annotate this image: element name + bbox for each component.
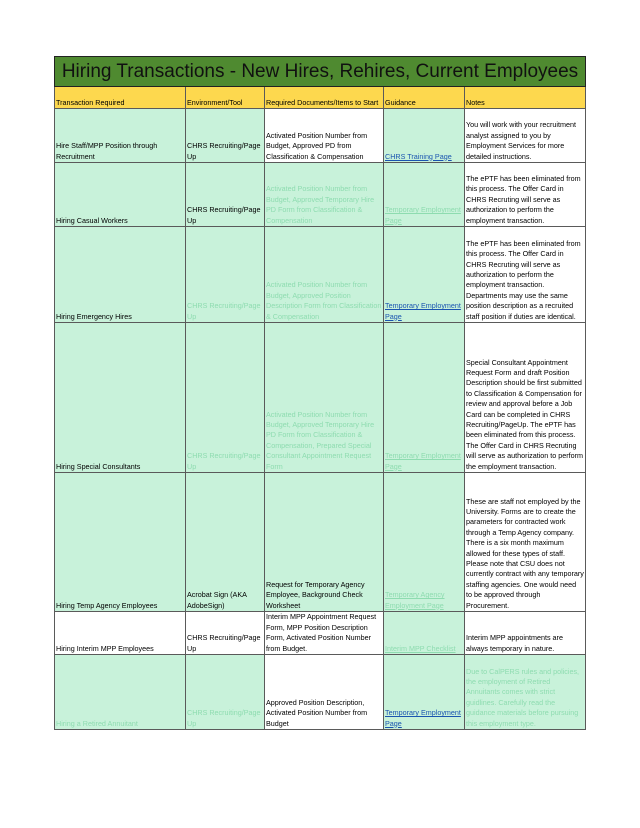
notes-cell: You will work with your recruitment analyst assigned to you by Employment Services for more detailed instructions.	[465, 109, 586, 163]
transaction-cell: Hiring Interim MPP Employees	[55, 612, 186, 655]
environment-cell: CHRS Recruiting/Page Up	[186, 323, 265, 473]
environment-cell: CHRS Recruiting/Page Up	[186, 109, 265, 163]
notes-cell: Due to CalPERS rules and policies, the employment of Retired Annuitants comes with strict guidlines. Carefully read the guidance materials before pursuing this employment type.	[465, 655, 586, 730]
transaction-cell: Hire Staff/MPP Position through Recruitment	[55, 109, 186, 163]
notes-cell: These are staff not employed by the University. Forms are to create the parameters for contracted work through a Temp Agency company. There is a six month maximum allowed for these types of staff. Please note that CSU does not currently contract with any temporary staffing agencies. One would need to be approved through Procurement.	[465, 473, 586, 612]
documents-cell: Activated Position Number from Budget, Approved PD from Classification & Compensation	[265, 109, 384, 163]
table-row	[55, 109, 586, 163]
table-row	[55, 655, 586, 730]
header-notes: Notes	[465, 87, 586, 109]
guidance-cell	[384, 655, 465, 730]
transaction-cell: Hiring Special Consultants	[55, 323, 186, 473]
guidance-link[interactable]: CHRS Training Page	[385, 151, 452, 161]
guidance-link[interactable]: Temporary Employment Page	[385, 451, 461, 471]
header-environment: Environment/Tool	[186, 87, 265, 109]
notes-cell: Interim MPP appointments are always temporary in nature.	[465, 612, 586, 655]
environment-cell: CHRS Recruiting/Page Up	[186, 612, 265, 655]
table-row	[55, 612, 586, 655]
guidance-link[interactable]: Temporary Employment Page	[385, 205, 461, 225]
sheet-title: Hiring Transactions - New Hires, Rehires, Current Employees	[55, 57, 586, 87]
notes-cell: The ePTF has been eliminated from this process. The Offer Card in CHRS Recruting will serve as authorization to perform the employment transaction.	[465, 163, 586, 227]
environment-cell: CHRS Recruiting/Page Up	[186, 227, 265, 323]
documents-cell: Interim MPP Appointment Request Form, MPP Position Description Form, Activated Position Number from Budget.	[265, 612, 384, 655]
guidance-link[interactable]: Temporary Employment Page	[385, 301, 461, 321]
transaction-cell: Hiring a Retired Annuitant	[55, 655, 186, 730]
header-row	[55, 87, 586, 109]
guidance-cell	[384, 473, 465, 612]
guidance-cell	[384, 323, 465, 473]
transaction-cell: Hiring Emergency Hires	[55, 227, 186, 323]
documents-cell: Activated Position Number from Budget, Approved Position Description Form from Classification & Compensation	[265, 227, 384, 323]
transaction-cell: Hiring Casual Workers	[55, 163, 186, 227]
table-row	[55, 227, 586, 323]
guidance-cell	[384, 612, 465, 655]
guidance-link[interactable]: Interim MPP Checklist	[385, 643, 456, 653]
header-guidance: Guidance	[384, 87, 465, 109]
guidance-link[interactable]: Temporary Agency Employment Page	[385, 590, 445, 610]
guidance-cell	[384, 109, 465, 163]
table-row	[55, 163, 586, 227]
guidance-link[interactable]: Temporary Employment Page	[385, 708, 461, 728]
environment-cell: Acrobat Sign (AKA AdobeSign)	[186, 473, 265, 612]
documents-cell: Approved Position Description, Activated Position Number from Budget	[265, 655, 384, 730]
guidance-cell	[384, 163, 465, 227]
header-documents: Required Documents/Items to Start	[265, 87, 384, 109]
notes-cell: The ePTF has been eliminated from this process. The Offer Card in CHRS Recruting will serve as authorization to perform the employment transaction. Departments may use the same position description as a recruited staff position if duties are identical.	[465, 227, 586, 323]
documents-cell: Activated Position Number from Budget, Approved Temporary Hire PD Form from Classification & Compensation, Prepared Special Consultant Appointment Request Form	[265, 323, 384, 473]
guidance-cell	[384, 227, 465, 323]
documents-cell: Request for Temporary Agency Employee, Background Check Worksheet	[265, 473, 384, 612]
documents-cell: Activated Position Number from Budget, Approved Temporary Hire PD Form from Classification & Compensation	[265, 163, 384, 227]
notes-cell: Special Consultant Appointment Request Form and draft Position Description should be first submitted to Classification & Compensation for review and approval before a Job Card can be completed in CHRS Recruiting/PageUp. The ePTF has been eliminated from this process. The Offer Card in CHRS Recruting will serve as authorization to perform the employment transaction.	[465, 323, 586, 473]
header-transaction: Transaction Required	[55, 87, 186, 109]
environment-cell: CHRS Recruiting/Page Up	[186, 163, 265, 227]
environment-cell: CHRS Recruiting/Page Up	[186, 655, 265, 730]
hiring-transactions-table	[54, 56, 586, 730]
transaction-cell: Hiring Temp Agency Employees	[55, 473, 186, 612]
table-row	[55, 323, 586, 473]
table-row	[55, 473, 586, 612]
